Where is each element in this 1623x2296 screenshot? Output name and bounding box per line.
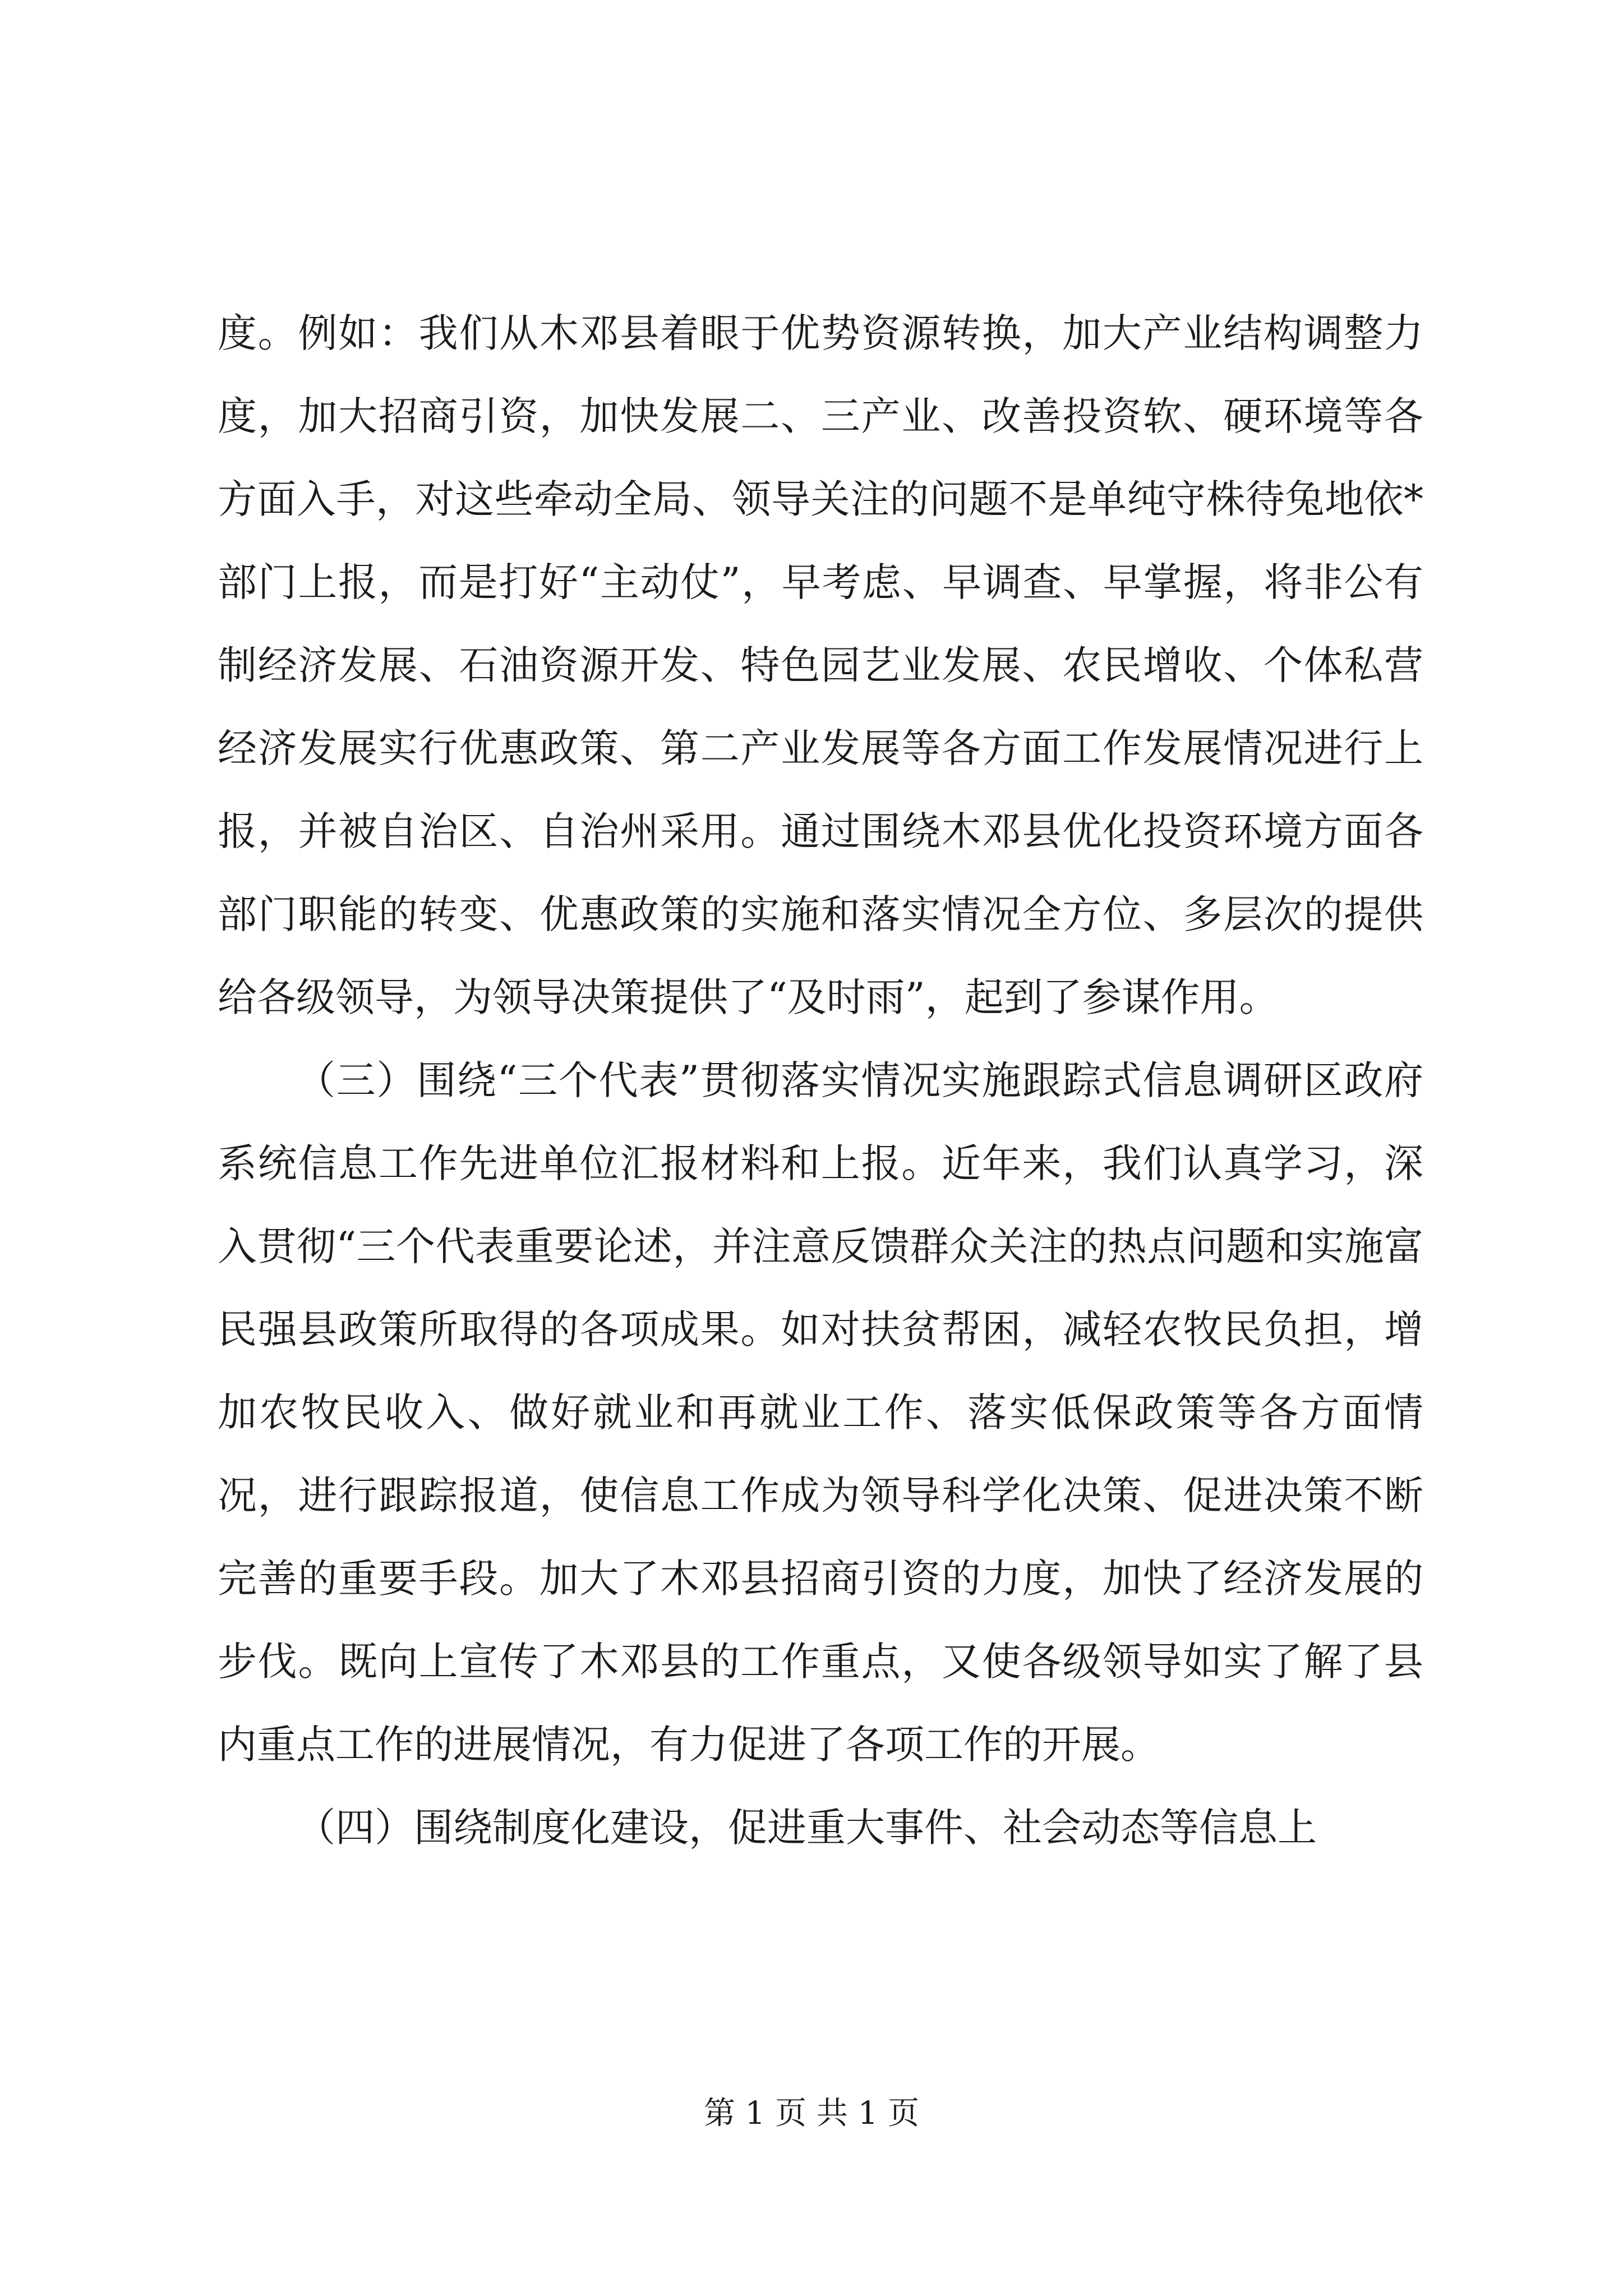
document-body	[218, 292, 1423, 1869]
paragraph-1: 度。例如：我们从木邓县着眼于优势资源转换，加大产业结构调整力度，加大招商引资，加快发展二、三产业、改善投资软、硬环境等各方面入手，对这些牵动全局、领导关注的问题不是单纯守株待兔地依*部门上报，而是打好“主动仗”，早考虑、早调查、早掌握，将非公有制经济发展、石油资源开发、特色园艺业发展、农民增收、个体私营经济发展实行优惠政策、第二产业发展等各方面工作发展情况进行上报，并被自治区、自治州采用。通过围绕木邓县优化投资环境方面各部门职能的转变、优惠政策的实施和落实情况全方位、多层次的提供给各级领导，为领导决策提供了“及时雨”，起到了参谋作用。	[218, 310, 1423, 1020]
paragraph-3: （四）围绕制度化建设，促进重大事件、社会动态等信息上	[296, 1805, 1317, 1851]
page-footer: 第 1 页 共 1 页	[703, 2095, 920, 2132]
paragraph-2: （三）围绕“三个代表”贯彻落实情况实施跟踪式信息调研区政府系统信息工作先进单位汇报材料和上报。近年来，我们认真学习，深入贯彻“三个代表重要论述，并注意反馈群众关注的热点问题和实施富民强县政策所取得的各项成果。如对扶贫帮困，减轻农牧民负担，增加农牧民收入、做好就业和再就业工作、落实低保政策等各方面情况，进行跟踪报道，使信息工作成为领导科学化决策、促进决策不断完善的重要手段。加大了木邓县招商引资的力度，加快了经济发展的步伐。既向上宣传了木邓县的工作重点，又使各级领导如实了解了县内重点工作的进展情况，有力促进了各项工作的开展。	[218, 1057, 1423, 1768]
